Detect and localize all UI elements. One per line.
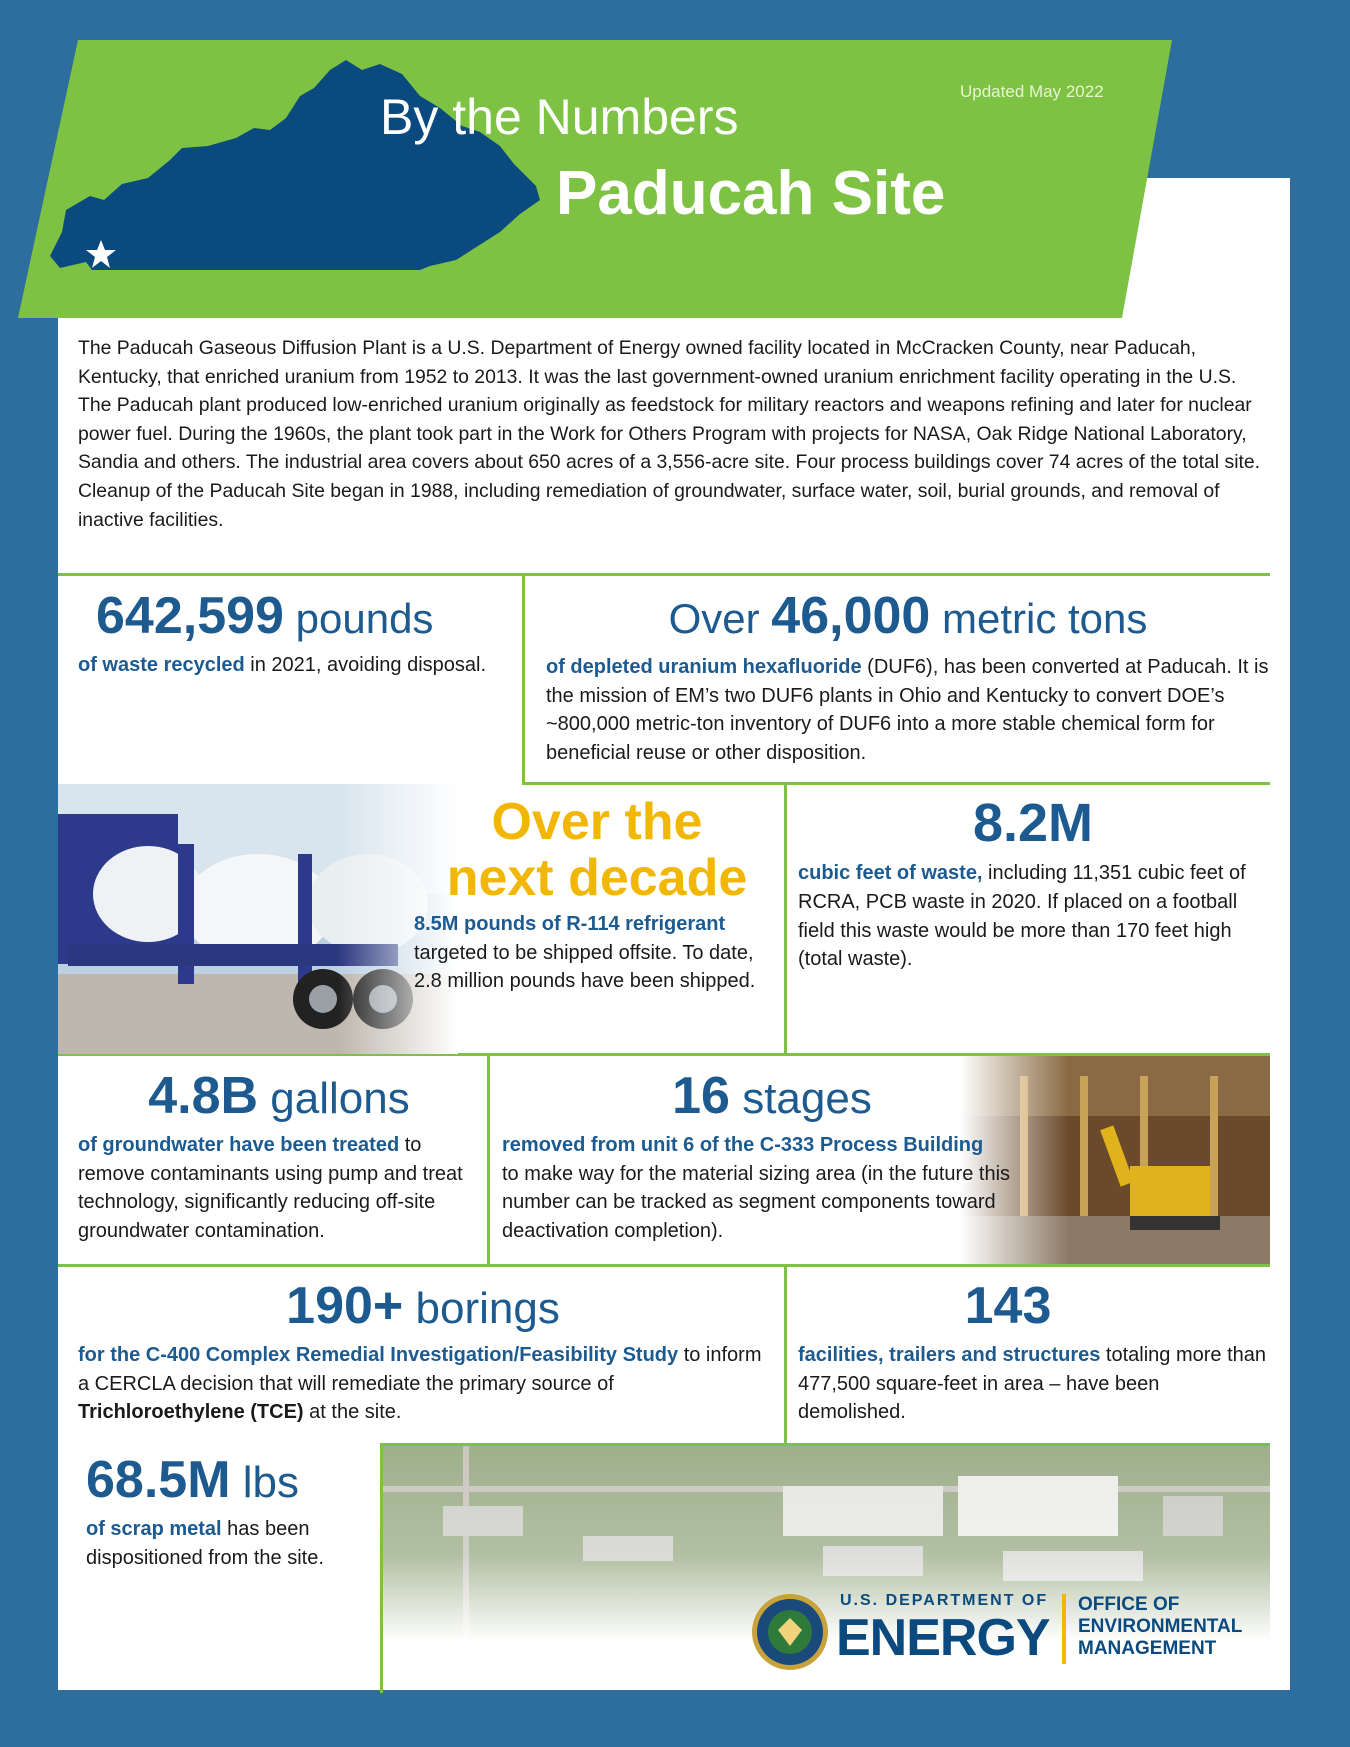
decade-heading-line1: Over the [491, 793, 703, 851]
decade-heading-line2: next decade [446, 849, 748, 907]
office-line1: OFFICE OF [1078, 1594, 1180, 1615]
doe-seal-icon [750, 1592, 830, 1672]
office-line2: ENVIRONMENTAL [1078, 1616, 1243, 1637]
stat-number: 190+ [286, 1277, 404, 1335]
stat-number: 46,000 [771, 587, 931, 645]
stat-refrigerant [414, 794, 780, 996]
logo-divider [1062, 1594, 1066, 1664]
stat-number: 68.5M [86, 1451, 231, 1509]
stat-bold-term: Trichloroethylene (TCE) [78, 1401, 304, 1424]
divider [522, 573, 525, 783]
page-title: Paducah Site [556, 159, 946, 228]
stat-waste-volume [798, 794, 1268, 974]
stat-unit: lbs [230, 1458, 300, 1507]
stat-lead: removed from unit 6 of the C-333 Process Building [502, 1134, 984, 1157]
stat-unit: stages [729, 1074, 872, 1123]
stat-prefix: Over [668, 595, 772, 642]
energy-wordmark: ENERGY [836, 1609, 1050, 1667]
stat-text: to inform a CERCLA decision that will remediate the primary source of [78, 1344, 762, 1395]
stat-scrap [86, 1452, 376, 1572]
stat-stages [502, 1068, 1042, 1246]
doe-em-logo [750, 1588, 1270, 1678]
stat-text: totaling more than 477,500 square-feet in area – have been demolished. [798, 1344, 1266, 1424]
stat-text: including 11,351 cubic feet of RCRA, PCB waste in 2020. If placed on a football field this waste would be more than 170 feet high (total waste). [798, 862, 1246, 971]
stat-number: 4.8B [148, 1067, 259, 1125]
refrigerant-cylinders-photo [58, 784, 458, 1054]
intro-paragraph: The Paducah Gaseous Diffusion Plant is a U.S. Department of Energy owned facility located in McCracken County, near Paducah, Kentucky, that enriched uranium from 1952 to 2013. It was the last government-owned uranium enrichment facility operating in the U.S. The Paducah plant produced low-enriched uranium originally as feedstock for military reactors and weapons refining and later for nuclear power fuel. During the 1960s, the plant took part in the Work for Others Program with projects for NASA, Oak Ridge National Laboratory, Sandia and others. The industrial area covers about 650 acres of a 3,556-acre site. Four process buildings cover 74 acres of the total site. Cleanup of the Paducah Site began in 1988, including remediation of groundwater, surface water, soil, burial grounds, and removal of inactive facilities. [78, 337, 1261, 531]
stat-text: (DUF6), has been converted at Paducah. It is the mission of EM’s two DUF6 plants in Ohio and Kentucky to convert DOE’s ~800,000 metric-ton inventory of DUF6 into a more stable chemical form for beneficial reuse or other disposition. [546, 656, 1269, 764]
stat-lead: of depleted uranium hexafluoride [546, 656, 862, 679]
stat-number: 8.2M [972, 793, 1094, 853]
stat-lead: facilities, trailers and structures [798, 1344, 1101, 1367]
stat-number: 642,599 [96, 587, 284, 645]
stat-groundwater [78, 1068, 480, 1246]
stat-text-end: at the site. [303, 1401, 402, 1424]
stat-waste-recycled [78, 588, 498, 680]
divider [784, 1264, 787, 1444]
updated-date: Updated May 2022 [960, 82, 1104, 101]
stat-text: to remove contaminants using pump and treat technology, significantly reducing off-site groundwater contamination. [78, 1134, 463, 1242]
stat-lead: of waste recycled [78, 654, 245, 677]
stat-number: 143 [964, 1277, 1052, 1335]
stat-unit: gallons [258, 1074, 410, 1123]
stat-lead: of scrap metal [86, 1518, 222, 1541]
stat-text: to make way for the material sizing area (in the future this number can be tracked as segment components toward deactivation completion). [502, 1162, 1011, 1242]
dept-line: U.S. DEPARTMENT OF [840, 1592, 1049, 1609]
stat-lead: 8.5M pounds of R-114 refrigerant [414, 913, 726, 935]
divider [487, 1053, 490, 1265]
stat-number: 16 [672, 1067, 730, 1125]
office-line3: MANAGEMENT [1078, 1638, 1217, 1659]
stat-duf6 [546, 588, 1270, 768]
divider [58, 573, 1270, 576]
stat-unit: borings [403, 1284, 560, 1333]
stat-lead: of groundwater have been treated [78, 1134, 400, 1157]
stat-unit: metric tons [930, 595, 1148, 642]
stat-borings [78, 1278, 768, 1427]
stat-text: targeted to be shipped offsite. To date, 2.8 million pounds have been shipped. [414, 941, 756, 993]
stat-facilities [798, 1278, 1268, 1427]
divider [522, 782, 1270, 785]
divider [784, 782, 787, 1054]
title-line1: By the Numbers [380, 89, 739, 145]
stat-text: has been dispositioned from the site. [86, 1518, 324, 1569]
stat-text: in 2021, avoiding disposal. [244, 654, 487, 677]
divider [58, 1264, 1270, 1267]
stat-lead: cubic feet of waste, [798, 862, 983, 885]
stat-lead: for the C-400 Complex Remedial Investigation/Feasibility Study [78, 1344, 679, 1367]
stat-unit: pounds [283, 595, 434, 642]
